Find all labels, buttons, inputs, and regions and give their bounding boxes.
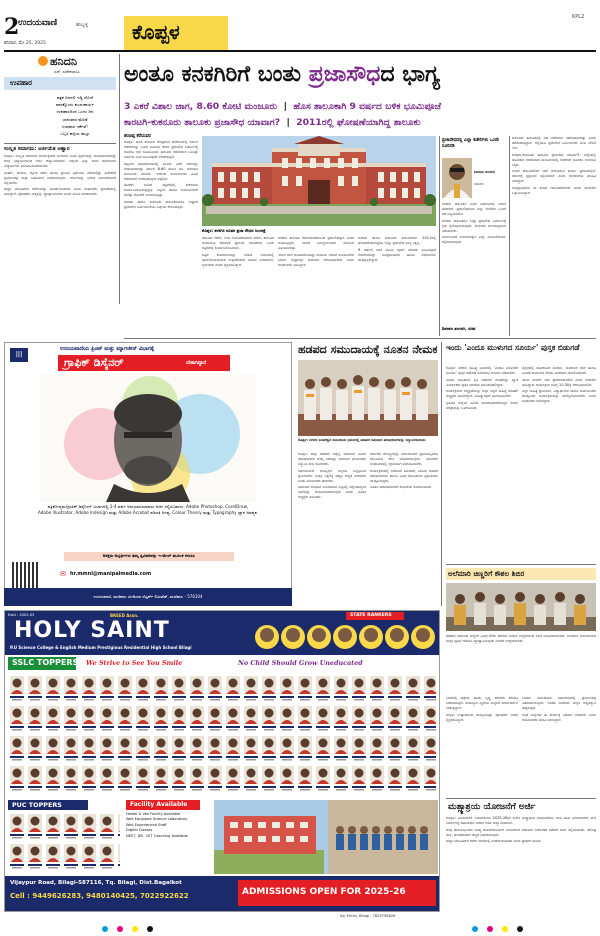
subhead-row-2: ಕಾರಟಗಿ-ಕುಕನೂರು ತಾಲೂಕು ಪ್ರಜಾಸೌಧ ಯಾವಾಗ? | 2011ರಲ್ಲಿ ಘೋಷಣೆಯಾಗಿದ್ದ ತಾಲೂಕು (124, 117, 421, 128)
sidebar-role: ಸಚಿವರು (474, 182, 484, 186)
main-story-col3: ಕನಕಗಿರಿ ತಾಲೂಕು ರಚನೆಯಾದಾಗಿನಿಂದ ಪ್ರಜಾಸೌಧಕ್ಕಾಗಿ ಜನರು ಕಾಯುತ್ತಿದ್ದರು. ಜಾಗದ ಸಮಸ್ಯೆಯಿಂದಾಗಿ ಯೋಜನೆ ವಿಳಂಬವಾಗಿತ್ತು. ಇದೀಗ ಜಾಗ ಅಂತಿಮಗೊಂಡಿದ್ದು ಕಂದಾಯ ಇಲಾಖೆ ಅನುಮೋದನೆ ನೀಡಿದೆ. ಶೀಘ್ರದಲ್ಲೇ ಕಾಮಗಾರಿ ಆರಂಭವಾಗಲಿದೆ ಎಂದು ಅಧಿಕಾರಿಗಳು ತಿಳಿಸಿದ್ದಾರೆ. (278, 236, 354, 267)
sslc-label: SSLC TOPPERS (12, 658, 79, 667)
story4-body-3: ಶಿಬಿರದ ಸಮಾರೋಪ ಸಮಾರಂಭದಲ್ಲಿ ಪ್ರಮಾಣಪತ್ರ ವಿತರಿಸಲಾಗುವುದು. ಇಂತಹ ಶಿಬಿರಗಳು ಮಕ್ಕಳ ಆತ್ಮವಿಶ್ವಾಸ ಹೆಚ್ಚಿಸುತ್ತವೆ. ಸಂಘ ಸಂಸ್ಥೆಗಳು ಈ ಕಾರ್ಯಕ್ಕೆ ಸಹಕಾರ ನೀಡಬೇಕು ಎಂದು ಆಯೋಜಕರು ಮನವಿ ಮಾಡಿದ್ದಾರೆ. (522, 696, 596, 722)
ad-body: ಪತ್ರಿಕೋದ್ಯಮ/ಗ್ರಾಫಿಕ್ ಡಿಸೈನಿಂಗ್ ವಿಭಾಗದಲ್ಲಿ 2-4 ವರ್ಷ ಅನುಭವವಿರುವವರು ಅರ್ಜಿ ಸಲ್ಲಿಸಬಹುದು. Adobe Photoshop, CorelDraw, Adobe Illustrator, Adobe Indesign ಮತ್ತು Adobe Acrobat ಪರಿಣತಿ ಅಗತ್ಯ. Colour Theory ಮತ್ತು Typography ಜ್ಞಾನ ಅವಶ್ಯಕ. (37, 504, 259, 516)
ad-email[interactable]: hr.mmnl@manipalmedia.com (70, 571, 152, 577)
column-divider (4, 143, 116, 144)
email-icon: ✉ (60, 570, 66, 578)
ad-title-suffix: ಬೇಕಾಗಿದ್ದಾರೆ (186, 360, 207, 366)
story3-title: ಇಂದು 'ಎಂದೂ ಮುಳುಗದ ಸೂರ್ಯ' ಪುಸ್ತಕ ಬಿಡುಗಡೆ (446, 343, 580, 352)
story2-group-photo (298, 360, 438, 436)
school-motto-2: No Child Should Grow Uneducated (238, 659, 363, 667)
minister-photo (442, 158, 472, 198)
ad-qr-code (12, 562, 38, 588)
school-phone[interactable]: Cell : 9449626283, 9480140425, 7022922622 (10, 892, 189, 900)
school-estd: Estd : 2002-03 (8, 613, 35, 617)
story2-title: ಹಡಪದ ಸಮುದಾಯಕ್ಕೆ ನೂತನ ನೇಮಕ (298, 343, 438, 356)
sidebar-signoff: ಶಿವರಾಜ ತಂಗಡಗಿ, ಸಚಿವ (442, 326, 476, 331)
facility-item: Well Experienced Staff (126, 822, 167, 827)
school-name: HOLY SAINT (14, 618, 170, 643)
school-campus-photo (214, 800, 438, 874)
ad-printer-credit: Sai Prints, Bilagi - 7829758826 (340, 914, 396, 918)
sslc-toppers-grid (8, 674, 436, 796)
school-motto-1: We Strive to See You Smile (86, 659, 183, 667)
column-vrule (119, 54, 120, 304)
column-news-body: ಕೊಪ್ಪಳ: ಸಂಸ್ಕೃತ ಸಮಾಗಮ ಕಾರ್ಯಕ್ರಮದ ಅಂಗವಾಗಿ ವಿವಿಧ ಸ್ಪರ್ಧೆಗಳನ್ನು ಆಯೋಜಿಸಲಾಗಿದ್ದು ಆಸಕ್ತ ವಿದ್ಯಾರ್ಥಿಗಳಿಂದ ಅರ್ಜಿ ಆಹ್ವಾನಿಸಲಾಗಿದೆ. ಜಿಲ್ಲೆಯ ಎಲ್ಲಾ ಶಾಲಾ ಕಾಲೇಜುಗಳ ವಿದ್ಯಾರ್ಥಿಗಳು ಭಾಗವಹಿಸಬಹುದಾಗಿದೆ. ಭಾಷಣ, ಗಾಯನ, ಶ್ಲೋಕ ಪಠಣ ಹಾಗೂ ಪ್ರಬಂಧ ಸ್ಪರ್ಧೆಗಳು ನಡೆಯಲಿದ್ದು ವಿಜೇತರಿಗೆ ಪ್ರಮಾಣಪತ್ರ ಮತ್ತು ಬಹುಮಾನ ನೀಡಲಾಗುವುದು. ಅರ್ಜಿಗಳನ್ನು ನಿಗದಿತ ದಿನಾಂಕದೊಳಗೆ ಸಲ್ಲಿಸಬೇಕು. ಹೆಚ್ಚಿನ ಮಾಹಿತಿಗಾಗಿ ಕಚೇರಿಯನ್ನು ಸಂಪರ್ಕಿಸಬಹುದು ಎಂದು ಸಂಘಟಕರು ಪ್ರಕಟಣೆಯಲ್ಲಿ ತಿಳಿಸಿದ್ದಾರೆ. ಪೋಷಕರು ಮಕ್ಕಳನ್ನು ಪ್ರೋತ್ಸಾಹಿಸಬೇಕು ಎಂದು ಮನವಿ ಮಾಡಲಾಗಿದೆ. (4, 154, 116, 196)
facility-list (126, 812, 212, 839)
issue-date: ಶನಿವಾರ, ಮೇ 25, 2025 (4, 41, 46, 46)
ad-artwork (40, 374, 256, 502)
ad-apply-text: ಆಸಕ್ತರು ಅಭ್ಯರ್ಥಿಗಳು ತಮ್ಮ ಸ್ವವಿವರವನ್ನು ಇ-ಮೇಲ್ ಮೂಲಕ ಕಳುಹಿಸಿ (102, 553, 196, 558)
sidebar-quote: ಪ್ರಜಾಸೌಧದಲ್ಲಿ ಎಲ್ಲಾ ಕಚೇರಿಗಳು ಒಂದೇ ಸೂರಿನಡಿ (442, 138, 499, 149)
snack-poem: ಪತ್ರಕ ದಿನದಲಿ ಇಡ್ಲಿ ದೋಸೆ ವಾರಕ್ಕೊಂದು ಕುಂದುಕಾರ್ಯ ಉಪಹಾರದಿಂದ ಒಂದು ದಿನ ಭಾನುವಾರ ಮೆರಿಡೆ ಉಪವಾಸ ಇರ್ಕೆವೆ! ಒಬ್ಬರ ಹಳ್ಳಿಯ ಹುಟ್ಟು (56, 95, 94, 137)
state-rankers: STATE RANKERS (350, 613, 392, 618)
paper-name: ಉದಯವಾಣಿ (18, 18, 58, 28)
story3-body-2: ಪುಸ್ತಕದಲ್ಲಿ ಹೋರಾಟದ ದಿನಗಳು, ಸಾಮಾಜಿಕ ಸೇವೆ ಹಾಗೂ ಜನಪರ ಕಾರ್ಯಗಳ ಕುರಿತು ವಿವರವಾಗಿ ದಾಖಲಿಸಲಾಗಿದೆ. ಯುವ ಪೀಳಿಗೆಗೆ ಇದು ಪ್ರೇರಣೆಯಾಗಲಿದೆ ಎಂದು ಲೇಖಕರು ತಿಳಿಸಿದ್ದಾರೆ. ಕಾರ್ಯಕ್ರಮ ಬೆಳಗ್ಗೆ 10.30ಕ್ಕೆ ಆರಂಭವಾಗಲಿದೆ. ಎಲ್ಲಾ ಸಾಹಿತ್ಯ ಪ್ರೇಮಿಗಳು, ವಿದ್ಯಾರ್ಥಿಗಳು ಹಾಗೂ ಸಾರ್ವಜನಿಕರು ಪಾಲ್ಗೊಂಡು ಕಾರ್ಯಕ್ರಮವನ್ನು ಯಶಸ್ವಿಗೊಳಿಸಬೇಕು ಎಂದು ಸಂಘಟಕರು ಕೋರಿದ್ದಾರೆ. (522, 366, 596, 403)
main-story-col2: ತಾಲೂಕು ಕಚೇರಿ, ಉಪ ನೋಂದಣಾಧಿಕಾರಿ ಕಚೇರಿ, ತಾಲೂಕು ಪಂಚಾಯಿತಿ ಸೇರಿದಂತೆ ಪ್ರಮುಖ ಇಲಾಖೆಗಳು ಒಂದೇ ಕಟ್ಟಡದಲ್ಲಿ ಕಾರ್ಯನಿರ್ವಹಿಸಲಿವೆ. ಕಟ್ಟಡ ಕಾಮಗಾರಿಯನ್ನು ನಿಗದಿತ ಅವಧಿಯಲ್ಲಿ ಪೂರ್ಣಗೊಳಿಸುವಂತೆ ಗುತ್ತಿಗೆದಾರರಿಗೆ ಸೂಚನೆ ನೀಡಲಾಗಿದೆ. ಸ್ಥಳೀಯರು ಸಂತಸ ವ್ಯಕ್ತಪಡಿಸಿದ್ದಾರೆ. (202, 236, 274, 267)
facility-item: Digital Classes (126, 828, 153, 833)
ad-title: ಗ್ರಾಫಿಕ್ ಡಿಸೈನರ್ (64, 356, 124, 369)
byline: ಶರಣಪ್ಪ ಕೆರೆಯವರ (124, 134, 151, 139)
column-news-title: ಸಂಸ್ಕೃತ ಸಮಾಗಮ: ಅರ್ಜಿಯೆತ ಆಹ್ವಾನ (4, 146, 70, 152)
story5-title: ಮತ್ಸ್ಯಾಶ್ರಯ ಯೋಜನೆಗೆ ಅರ್ಜಿ (448, 802, 536, 812)
main-headline: ಅಂತೂ ಕನಕಗಿರಿಗೆ ಬಂತು ಪ್ರಜಾಸೌಧದ ಭಾಗ್ಯ (124, 62, 440, 87)
school-address: Vijaypur Road, Bilagi-587116, Tq. Bilagi, Dist.Bagalkot (10, 880, 182, 886)
column-brand: ಹನಿದನಿ (50, 55, 77, 68)
registration-marks-right (470, 917, 525, 936)
column-brand-sub: ಎಸ್. ಸುರೇಶಬಾಬು (54, 69, 80, 74)
ad-footer: ಉದಯವಾಣಿ, ಮಣಿಪಾಲ ಮೀಡಿಯಾ ನೆಟ್ವರ್ಕ್ ಲಿಮಿಟೆಡ್, ಮಣಿಪಾಲ - 576104 (93, 594, 203, 599)
subhead-row-1: 3 ಎಕರೆ ವಿಶಾಲ ಜಾಗ, 8.60 ಕೋಟಿ ಮಂಜೂರು | ಹೊಸ ತಾಲೂಕಾಗಿ 9 ವರ್ಷದ ಬಳಿಕ ಭೂಮಿಪೂಜೆ (124, 101, 442, 112)
facility-item: Hostel & Van Facility Available (126, 812, 181, 816)
admissions-open: ADMISSIONS OPEN FOR 2025-26 (242, 887, 406, 897)
headline-highlight: ಪ್ರಜಾಸೌಧ (308, 62, 381, 87)
snack-title: ಉಪಹಾರ (10, 79, 32, 87)
story4-photo (446, 583, 596, 631)
main-photo-caption: ಕೊಪ್ಪಳ: ಕನಕಗಿರಿ ನೂತನ ಪ್ರಜಾ ಸೌಧದ ನೀಲನಕ್ಷೆ (202, 228, 266, 233)
story2-body-2: ಸರ್ಕಾರದ ಸೌಲಭ್ಯಗಳನ್ನು ಸಮುದಾಯದ ಪ್ರತಿಯೊಬ್ಬರಿಗೂ ತಲುಪಿಸುವ ಕೆಲಸ ಮಾಡಲಾಗುವುದು. ಯುವಕರು ಸಂಘಟನೆಯಲ್ಲಿ ಸಕ್ರಿಯವಾಗಿ ಭಾಗವಹಿಸಬೇಕು. ಕಾರ್ಯಕ್ರಮದಲ್ಲಿ ಸಮಾಜದ ಹಿರಿಯರು, ಮಹಿಳಾ ಘಟಕದ ಪದಾಧಿಕಾರಿಗಳು ಹಾಗೂ ವಿವಿಧ ತಾಲೂಕುಗಳ ಪ್ರತಿನಿಧಿಗಳು ಪಾಲ್ಗೊಂಡಿದ್ದರು. ನೂತನ ಪದಾಧಿಕಾರಿಗಳಿಗೆ ಶುಭಾಶಯ ಕೋರಲಾಯಿತು. (370, 452, 438, 489)
story5-body: ಕೊಪ್ಪಳ: ಮೀನುಗಾರಿಕೆ ಇಲಾಖೆಯಿಂದ 2025-26ನೇ ಸಾಲಿನ ಮತ್ಸ್ಯಾಶ್ರಯ ಯೋಜನೆಯಡಿ ವಸತಿ ರಹಿತ ಮೀನುಗಾರರಿಗೆ ಮನೆ ನಿರ್ಮಾಣಕ್ಕೆ ಸಹಾಯಧನ ನೀಡಲು ಅರ್ಜಿ ಆಹ್ವಾನಿಸಲಾಗಿದೆ. ಆಸಕ್ತ ಫಲಾನುಭವಿಗಳು ಅಗತ್ಯ ದಾಖಲೆಗಳೊಂದಿಗೆ ಮೀನುಗಾರಿಕೆ ಸಹಾಯಕ ನಿರ್ದೇಶಕರ ಕಚೇರಿಗೆ ಅರ್ಜಿ ಸಲ್ಲಿಸಬಹುದು. ಪರಿಶಿಷ್ಟ ಜಾತಿ, ಪಂಗಡದವರಿಗೆ ಆದ್ಯತೆ ನೀಡಲಾಗುವುದು. ಹೆಚ್ಚಿನ ಮಾಹಿತಿಗಾಗಿ ಕಚೇರಿ ವೇಳೆಯಲ್ಲಿ ಸಂಪರ್ಕಿಸಬಹುದು ಎಂದು ಪ್ರಕಟಣೆ ತಿಳಿಸಿದೆ. (446, 816, 596, 843)
page-code: KPL2 (572, 14, 585, 20)
prajasoudha-render-photo (202, 136, 436, 226)
puc-label: PUC TOPPERS (12, 801, 62, 809)
facility-item: Well Equipped Science Laboratory (126, 817, 188, 822)
facility-title: Facility Available (130, 801, 188, 808)
story3-body-1: ಕೊಪ್ಪಳ: ನಗರದ ಸಾಹಿತ್ಯ ಭವನದಲ್ಲಿ 'ಎಂದೂ ಮುಳುಗದ ಸೂರ್ಯ' ಪುಸ್ತಕ ಬಿಡುಗಡೆ ಸಮಾರಂಭ ಶನಿವಾರ ನಡೆಯಲಿದೆ. ಹಿರಿಯ ಸಾಹಿತಿಗಳು ಕೃತಿ ಬಿಡುಗಡೆ ಮಾಡಲಿದ್ದು ಖ್ಯಾತ ವಿಮರ್ಶಕರು ಪುಸ್ತಕ ಪರಿಚಯ ಮಾಡಿಕೊಡಲಿದ್ದಾರೆ. ಕಾರ್ಯಕ್ರಮದ ಅಧ್ಯಕ್ಷತೆಯನ್ನು ಜಿಲ್ಲಾ ಕನ್ನಡ ಸಾಹಿತ್ಯ ಪರಿಷತ್ ಅಧ್ಯಕ್ಷರು ವಹಿಸಲಿದ್ದಾರೆ. ಸಾಹಿತ್ಯಾಸಕ್ತರು ಭಾಗವಹಿಸಬೇಕು. ಕೃತಿಯು ಜಿಲ್ಲೆಯ ಹಿರಿಯ ಹೋರಾಟಗಾರರೊಬ್ಬರ ಜೀವನ ಚರಿತ್ರೆಯನ್ನು ಒಳಗೊಂಡಿದೆ. (446, 366, 518, 410)
story2-caption: ಕೊಪ್ಪಳ: ನಗರದ ಬಸವೇಶ್ವರ ಸಮುದಾಯ ಭವನದಲ್ಲಿ ಹಡಪದ ಸಮಾಜದ ಪದಾಧಿಕಾರಿಗಳನ್ನು ಸನ್ಮಾನಿಸಲಾಯಿತು (298, 438, 426, 442)
ad-logo: ||| (10, 348, 28, 362)
masthead-rule (4, 50, 596, 52)
state-rankers-photos (254, 622, 436, 652)
registration-marks (100, 917, 155, 936)
facility-item: NEET, JEE, CET Coaching Available (126, 833, 188, 838)
school-subtitle: P.U Science College & English Medium Prestigious Residential High School Bilagi (10, 645, 192, 650)
section-title: ಕೊಪ್ಪಳ (132, 20, 180, 44)
story4-title: ಅಲೆಮಾರಿ ಚಿಣ್ಣರಿಗೆ ಕೌಶಲ ಶಿಬಿರ (448, 569, 525, 578)
ad-top-line: ಉದಯವಾಣಿಯ ಪ್ರಿಂಟ್ ಮತ್ತು ಮ್ಯಾಗಜೀನ್ ವಿಭಾಗಕ್ಕೆ (60, 346, 154, 352)
sidebar-body: ಕನಕಗಿರಿ ತಾಲೂಕಿನ ಜನರ ಬಹುದಿನಗಳ ಬೇಡಿಕೆ ಈಡೇರಿದೆ. ಪ್ರಜಾಸೌಧದಿಂದ ಎಲ್ಲಾ ಸೇವೆಗಳು ಒಂದೇ ಕಡೆ ಲಭ್ಯವಾಗಲಿವೆ. ಕಾರಟಗಿ ತಾಲೂಕಿಗೂ ಶೀಘ್ರ ಪ್ರಜಾಸೌಧ ನಿರ್ಮಾಣಕ್ಕೆ ಕ್ರಮ ಕೈಗೊಳ್ಳಲಾಗುವುದು. ಕಾಮಗಾರಿ ಗುಣಮಟ್ಟದಿಂದ ನಡೆಯಬೇಕು. ಸಾರ್ವಜನಿಕರ ಅನುಕೂಲಕ್ಕಾಗಿ ಎಲ್ಲಾ ಮೂಲಸೌಕರ್ಯ ಕಲ್ಪಿಸಲಾಗುವುದು. (442, 202, 506, 244)
school-breed: BREED Assn. (110, 613, 139, 618)
city-tag: ಹುಬ್ಬಳ್ಳಿ (76, 22, 89, 28)
story4-body-2: ಶಿಬಿರದಲ್ಲಿ ಚಿತ್ರಕಲೆ, ಹಾಡು, ನೃತ್ಯ, ಕರಕುಶಲ ತರಬೇತಿ ನೀಡಲಾಗುತ್ತಿದೆ. ಸಂಪನ್ಮೂಲ ವ್ಯಕ್ತಿಗಳು ಮಕ್ಕಳಿಗೆ ಮಾರ್ಗದರ್ಶನ ನೀಡುತ್ತಿದ್ದಾರೆ. ಮಕ್ಕಳು ಉತ್ಸಾಹದಿಂದ ಪಾಲ್ಗೊಂಡಿದ್ದು ಪೋಷಕರು ಸಂತಸ ವ್ಯಕ್ತಪಡಿಸಿದ್ದಾರೆ. (446, 696, 518, 722)
story4-body: ಹಡಪದ ಸಮಾಜದ ಮಕ್ಕಳಿಗೆ ವಿವಿಧ ಕೌಶಲ ತರಬೇತಿ ನೀಡುವ ಉದ್ದೇಶದಿಂದ ಶಿಬಿರ ಆಯೋಜಿಸಲಾಗಿದೆ. ಅಲೆಮಾರಿ ಸಮುದಾಯದ ಮಕ್ಕಳ ಪ್ರತಿಭೆ ಗುರುತಿಸಿ ಪ್ರೋತ್ಸಾಹಿಸುವುದು ಶಿಬಿರದ ಉದ್ದೇಶವಾಗಿದೆ. (446, 634, 596, 643)
column-logo (38, 56, 48, 66)
sidebar-name: ಶಿವರಾಜ ತಂಗಡಗಿ (474, 170, 495, 174)
puc-toppers-grid (8, 812, 120, 874)
main-story-col1: ಕೊಪ್ಪಳ: ಹೊಸ ತಾಲೂಕು ಕೇಂದ್ರವಾದ ಕನಕಗಿರಿಯಲ್ಲಿ ಸರ್ಕಾರಿ ಕಚೇರಿಗಳನ್ನು ಒಂದೇ ಸೂರಿನಡಿ ತರುವ ಪ್ರಜಾಸೌಧ ನಿರ್ಮಾಣಕ್ಕೆ ಕೊನೆಗೂ ಕಾಲ ಕೂಡಿಬಂದಿದೆ. ತಾಲೂಕು ರಚನೆಯಾಗಿ ಒಂಬತ್ತು ವರ್ಷಗಳ ಬಳಿಕ ಭೂಮಿಪೂಜೆ ನೆರವೇರುತ್ತಿದೆ. ಪಟ್ಟಣದ ಹೊರವಲಯದಲ್ಲಿ ಮೂರು ಎಕರೆ ಜಾಗವನ್ನು ಗುರುತಿಸಲಾಗಿದ್ದು ಸರ್ಕಾರ 8.60 ಕೋಟಿ ರೂ. ಅನುದಾನ ಮಂಜೂರು ಮಾಡಿದೆ. ಇದರಿಂದ ಸಾರ್ವಜನಿಕರು ವಿವಿಧ ಕಚೇರಿಗಳಿಗೆ ಅಲೆದಾಡುವುದು ತಪ್ಪಲಿದೆ. ಈವರೆಗೆ ಬಾಡಿಗೆ ಕಟ್ಟಡಗಳಲ್ಲಿ ಕಚೇರಿಗಳು ಕಾರ್ಯನಿರ್ವಹಿಸುತ್ತಿದ್ದವು. ಸಿಬ್ಬಂದಿ ಹಾಗೂ ಸಾರ್ವಜನಿಕರಿಗೆ ಸಾಕಷ್ಟು ತೊಂದರೆ ಉಂಟಾಗುತ್ತಿತ್ತು. ಕಾರಟಗಿ ಹಾಗೂ ಕುಕನೂರು ತಾಲೂಕುಗಳಿಗೂ ಶೀಘ್ರವೇ ಪ್ರಜಾಸೌಧ ನಿರ್ಮಿಸಬೇಕೆಂಬ ಒತ್ತಾಯ ಕೇಳಿಬರುತ್ತಿದೆ. (124, 140, 198, 209)
page-number: 2 (4, 14, 20, 40)
main-story-col5: ಕುಕನೂರು ತಾಲೂಕಿನಲ್ಲಿ ಸಹ ಕಚೇರಿಗಳು ಚದುರಿಹೋಗಿದ್ದು ಜನರು ಪರದಾಡುತ್ತಿದ್ದಾರೆ. ಅಲ್ಲಿಯೂ ಪ್ರಜಾಸೌಧ ನಿರ್ಮಿಸಬೇಕು ಎಂಬ ಬೇಡಿಕೆ ಇದೆ. ಕಾರಟಗಿ-ಕುಕನೂರು ತಾಲೂಕು ಪ್ರಜಾಸೌಧ ಯಾವಾಗ?: ಜಿಲ್ಲೆಯಲ್ಲಿ ಹೊಸದಾಗಿ ರಚನೆಯಾದ ತಾಲೂಕುಗಳಲ್ಲಿ ಕನಕಗಿರಿಗೆ ಮೊದಲು ಅನುದಾನ ಸಿಕ್ಕಿದೆ. ಉಳಿದ ತಾಲೂಕುಗಳಿಗೆ ಜಾಗ ಗುರುತಿಸುವ ಕಾರ್ಯ ಪ್ರಗತಿಯಲ್ಲಿದೆ. ಸರ್ಕಾರಕ್ಕೆ ಪ್ರಸ್ತಾವನೆ ಸಲ್ಲಿಸಲಾಗಿದೆ ಎಂದು ಅಧಿಕಾರಿಗಳು ಮಾಹಿತಿ ನೀಡಿದ್ದಾರೆ. ಜನಪ್ರತಿನಿಧಿಗಳು ಈ ಕುರಿತು ಗಮನಹರಿಸಬೇಕು ಎಂದು ನಾಗರಿಕರು ಒತ್ತಾಯಿಸಿದ್ದಾರೆ. (512, 136, 596, 195)
main-story-col4: ಕಾರಟಗಿ ಹಾಗೂ ಕುಕನೂರು ತಾಲೂಕುಗಳು 2011ರಲ್ಲಿ ಘೋಷಣೆಯಾಗಿದ್ದರೂ ಇನ್ನೂ ಪ್ರಜಾಸೌಧ ಭಾಗ್ಯ ಸಿಕ್ಕಿಲ್ಲ. 9 ವರ್ಷದ ಬಳಿಕ ಭೂಮಿ ಪೂಜೆ: ಸಚಿವರು ಭೂಮಿಪೂಜೆ ನೆರವೇರಿಸಲಿದ್ದು ಜನಪ್ರತಿನಿಧಿಗಳು ಹಾಗೂ ಅಧಿಕಾರಿಗಳು ಪಾಲ್ಗೊಳ್ಳಲಿದ್ದಾರೆ. (358, 236, 436, 262)
story2-body-1: ಕೊಪ್ಪಳ: ಜಿಲ್ಲಾ ಹಡಪದ ಅಪ್ಪಣ್ಣ ಸಮಾಜದ ನೂತನ ಪದಾಧಿಕಾರಿಗಳ ಆಯ್ಕೆ ನಡೆದಿದ್ದು ಸಮಾಜದ ಮುಖಂಡರು ಸನ್ಮಾನಿಸಿ ಶುಭ ಕೋರಿದರು. ಸಮುದಾಯದ ಅಭಿವೃದ್ಧಿಗೆ ಎಲ್ಲರೂ ಒಗ್ಗಟ್ಟಿನಿಂದ ಶ್ರಮಿಸಬೇಕು. ಮಕ್ಕಳ ಶಿಕ್ಷಣಕ್ಕೆ ಹೆಚ್ಚಿನ ಆದ್ಯತೆ ನೀಡಬೇಕು ಎಂದು ಮುಖಂಡರು ಹೇಳಿದರು. ಸಮಾಜದ ಸಂಘಟನೆ ಬಲಪಡಿಸುವ ನಿಟ್ಟಿನಲ್ಲಿ ಜಿಲ್ಲೆಯಾದ್ಯಂತ ಸಭೆಗಳನ್ನು ಆಯೋಜಿಸಲಾಗುವುದು ಎಂದು ನೂತನ ಅಧ್ಯಕ್ಷರು ತಿಳಿಸಿದರು. (298, 452, 366, 499)
